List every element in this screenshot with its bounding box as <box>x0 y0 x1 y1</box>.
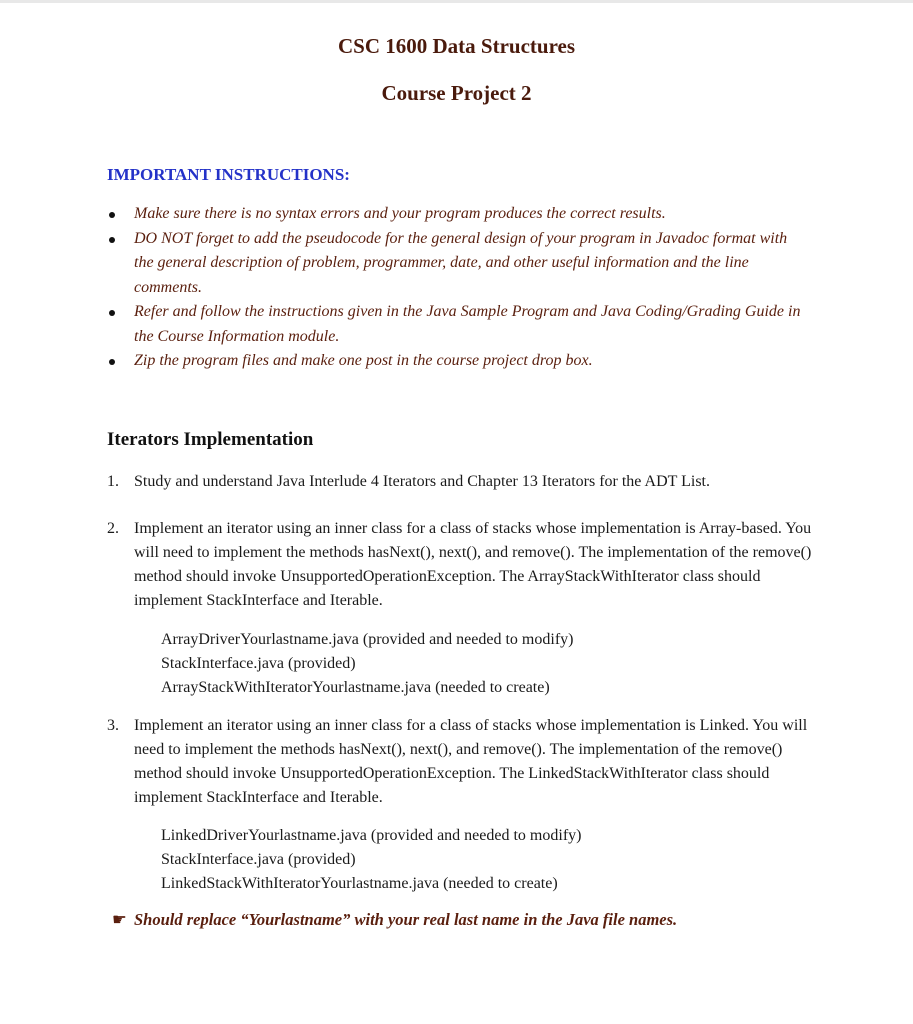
file-list-array <box>161 628 781 700</box>
bullet-icon <box>109 212 115 218</box>
task-item-1 <box>107 470 827 494</box>
task-text: Study and understand Java Interlude 4 Iterators and Chapter 13 Iterators for the ADT List. <box>134 473 710 490</box>
course-title: CSC 1600 Data Structures <box>337 34 576 58</box>
page-top-border <box>0 0 913 3</box>
file-entry: LinkedStackWithIteratorYourlastname.java (needed to create) <box>161 875 558 892</box>
bullet-icon <box>109 237 115 243</box>
filename-note <box>112 910 832 930</box>
instruction-item: Refer and follow the instructions given in the Java Sample Program and Java Coding/Grading Guide in the Course Information module. <box>105 300 805 349</box>
task-number: 2. <box>107 520 119 537</box>
task-text: Implement an iterator using an inner class for a class of stacks whose implementation is Array-based. You will need to implement the methods hasNext(), next(), and remove(). The implementation of the remove() method should invoke UnsupportedOperationException. The ArrayStackWithIterator class should implement StackInterface and Iterable. <box>134 520 812 609</box>
pointing-hand-icon: ☛ <box>112 910 127 929</box>
task-item-2 <box>107 517 827 613</box>
instruction-item: Make sure there is no syntax errors and your program produces the correct results. <box>105 202 805 227</box>
task-text: Implement an iterator using an inner class for a class of stacks whose implementation is Linked. You will need to implement the methods hasNext(), next(), and remove(). The implementation of the remove() method should invoke UnsupportedOperationException. The LinkedStackWithIterator class should implement StackInterface and Iterable. <box>134 717 808 806</box>
bullet-icon <box>109 359 115 365</box>
task-number: 1. <box>107 473 119 490</box>
file-entry: ArrayDriverYourlastname.java (provided and needed to modify) <box>161 631 574 648</box>
file-entry: LinkedDriverYourlastname.java (provided and needed to modify) <box>161 827 582 844</box>
instructions-heading: IMPORTANT INSTRUCTIONS: <box>107 165 350 184</box>
instructions-list <box>105 202 805 374</box>
section-title: Iterators Implementation <box>107 429 314 450</box>
file-entry: StackInterface.java (provided) <box>161 655 356 672</box>
file-list-linked <box>161 824 781 896</box>
project-title: Course Project 2 <box>381 81 532 105</box>
bullet-icon <box>109 310 115 316</box>
task-number: 3. <box>107 717 119 734</box>
task-item-3 <box>107 714 827 810</box>
instruction-item: Zip the program files and make one post in the course project drop box. <box>105 349 805 374</box>
instruction-item: DO NOT forget to add the pseudocode for the general design of your program in Javadoc format with the general description of problem, programmer, date, and other useful information and the line comments. <box>105 227 805 301</box>
file-entry: StackInterface.java (provided) <box>161 851 356 868</box>
file-entry: ArrayStackWithIteratorYourlastname.java (needed to create) <box>161 679 550 696</box>
note-text: Should replace “Yourlastname” with your real last name in the Java file names. <box>134 910 678 929</box>
